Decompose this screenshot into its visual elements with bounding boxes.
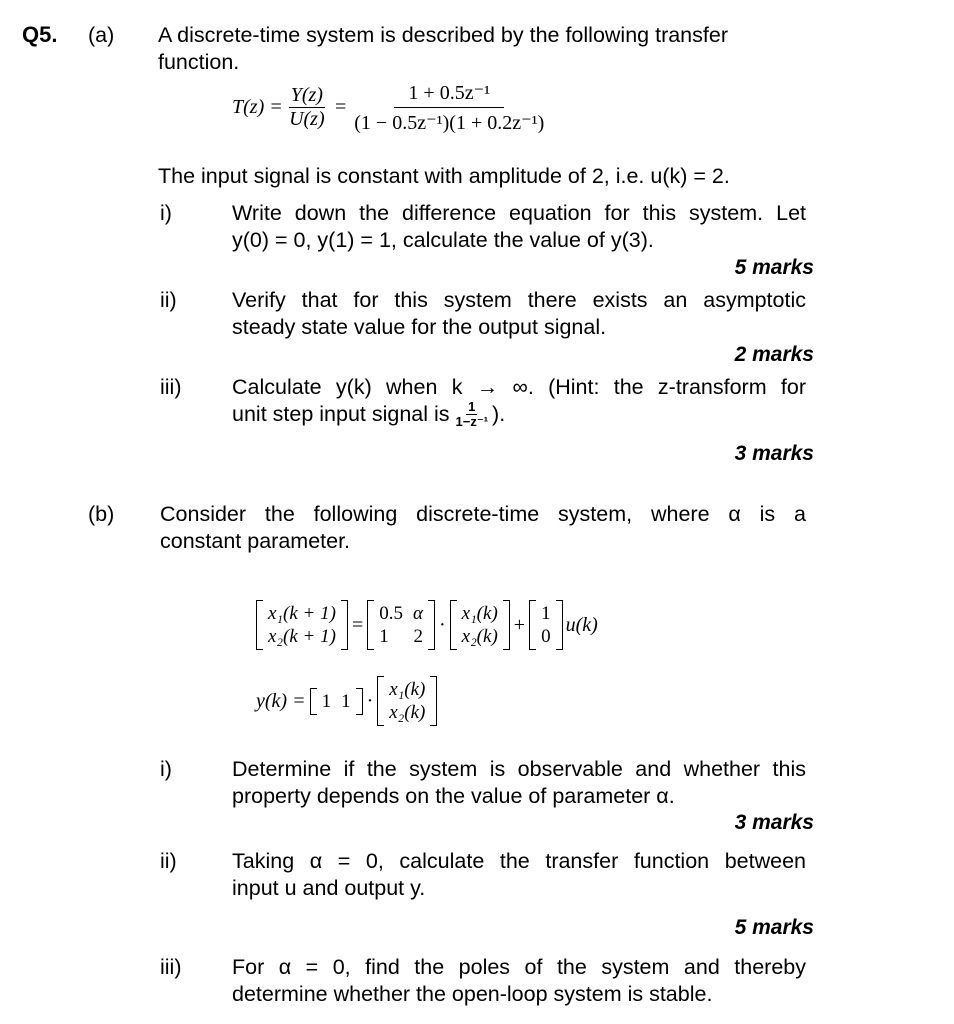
A-11: 0.5 xyxy=(379,603,403,624)
transfer-function-equation xyxy=(232,80,544,135)
a-iii-line1: Calculate y(k) when k → ∞. (Hint: the z-transform for xyxy=(232,375,806,399)
C-1: 1 xyxy=(321,690,332,712)
a-iii-line2 xyxy=(232,400,505,429)
part-b-intro-line1: Consider the following discrete-time system, where α is a xyxy=(160,502,806,526)
a-ii-marks: 2 marks xyxy=(734,343,814,366)
b-i-line1: Determine if the system is observable and whether this xyxy=(232,757,806,781)
b-ii-marks: 5 marks xyxy=(734,916,814,939)
a-i-label: i) xyxy=(160,201,172,225)
a-iii-line2-suffix: ). xyxy=(492,402,506,426)
unit-step-numerator: 1 xyxy=(468,399,476,414)
part-b-intro-line2: constant parameter. xyxy=(160,529,351,553)
state-next-x2: x₂(k + 1) xyxy=(268,626,336,647)
A-22: 2 xyxy=(413,626,423,647)
b-ii-label: ii) xyxy=(160,849,177,873)
input-signal-text: The input signal is constant with amplitude of 2, i.e. u(k) = 2. xyxy=(158,164,730,188)
tf-equals: = xyxy=(334,96,347,118)
b-iii-line1: For α = 0, find the poles of the system and thereby xyxy=(232,955,806,979)
tf-lhs: T(z) = xyxy=(232,96,283,118)
state-x1: x₁(k) xyxy=(461,603,498,624)
A-12: α xyxy=(412,603,423,624)
A-21: 1 xyxy=(379,626,389,647)
a-ii-line1: Verify that for this system there exists an asymptotic xyxy=(232,288,806,312)
b-iii-label: iii) xyxy=(160,955,182,979)
state-next-vector xyxy=(256,600,348,650)
unit-step-denominator: 1−z⁻¹ xyxy=(455,414,489,429)
b-i-line2: property depends on the value of parameter α. xyxy=(232,784,675,808)
tf-numerator: 1 + 0.5z⁻¹ xyxy=(394,80,504,108)
output-lhs: y(k) = xyxy=(256,689,306,712)
tf-ratio xyxy=(289,84,325,131)
b-iii-line2: determine whether the open-loop system is stable. xyxy=(232,982,713,1006)
state-dot: · xyxy=(438,613,446,636)
B-2: 0 xyxy=(541,626,551,647)
input-u: u(k) xyxy=(565,613,598,636)
b-i-label: i) xyxy=(160,757,172,781)
a-i-line2: y(0) = 0, y(1) = 1, calculate the value of y(3). xyxy=(232,228,654,252)
state-next-x1: x₁(k + 1) xyxy=(268,603,336,624)
a-iii-marks: 3 marks xyxy=(734,442,814,465)
a-ii-line2: steady state value for the output signal. xyxy=(232,315,607,339)
part-a-intro: A discrete-time system is described by the following transfer function. xyxy=(158,23,728,74)
output-equation xyxy=(256,676,437,726)
tf-ratio-numerator: Y(z) xyxy=(290,84,323,106)
part-b-label: (b) xyxy=(88,502,115,526)
tf-denominator: (1 − 0.5z⁻¹)(1 + 0.2z⁻¹) xyxy=(354,112,545,134)
a-i-marks: 5 marks xyxy=(734,256,814,279)
C-2: 1 xyxy=(341,690,351,712)
matrix-A xyxy=(367,600,435,650)
state-x2: x₂(k) xyxy=(461,626,498,647)
tf-main-fraction xyxy=(354,80,544,135)
b-ii-line2: input u and output y. xyxy=(232,876,426,900)
output-x2: x₂(k) xyxy=(389,702,426,723)
state-equation xyxy=(256,600,598,650)
output-dot: · xyxy=(366,689,374,712)
output-x1: x₁(k) xyxy=(389,679,426,700)
output-state-vector xyxy=(377,676,437,726)
b-i-marks: 3 marks xyxy=(734,811,814,834)
B-1: 1 xyxy=(541,603,551,624)
state-equals: = xyxy=(351,613,364,636)
state-vector xyxy=(450,600,510,650)
matrix-B xyxy=(529,600,563,650)
matrix-C xyxy=(310,688,363,715)
a-iii-label: iii) xyxy=(160,375,182,399)
state-plus: + xyxy=(513,613,526,636)
part-a-label: (a) xyxy=(88,23,115,47)
b-ii-line1: Taking α = 0, calculate the transfer function between xyxy=(232,849,806,873)
question-number: Q5. xyxy=(22,22,58,47)
tf-ratio-denominator: U(z) xyxy=(289,108,325,130)
a-i-line1: Write down the difference equation for this system. Let xyxy=(232,201,806,225)
unit-step-fraction xyxy=(456,400,489,429)
a-iii-line2-prefix: unit step input signal is xyxy=(232,402,450,426)
a-ii-label: ii) xyxy=(160,288,177,312)
